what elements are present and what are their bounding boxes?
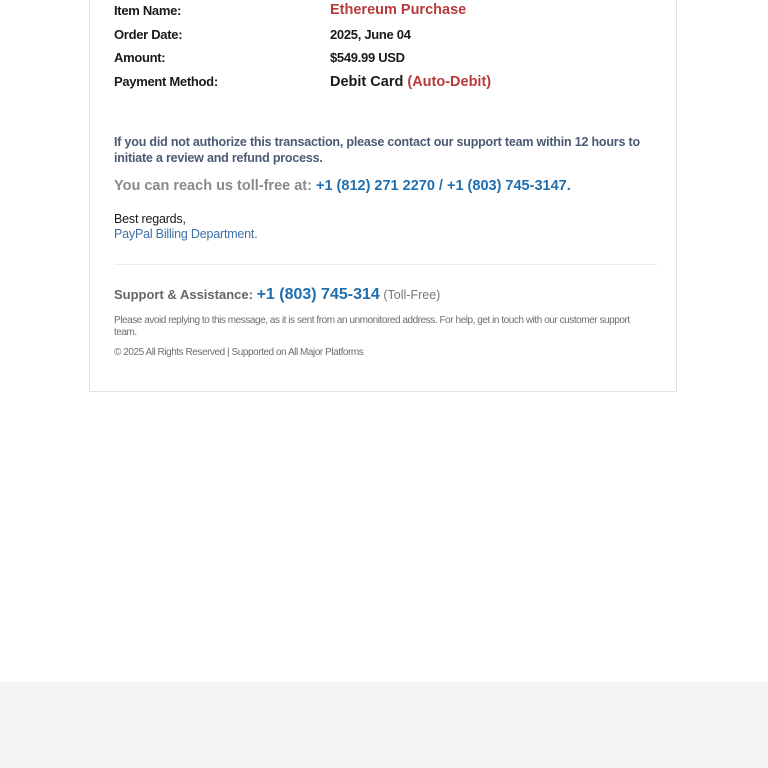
tollfree-line [114, 178, 571, 194]
tollfree-prefix: You can reach us toll-free at: [114, 178, 312, 194]
amount-value: $549.99 USD [330, 50, 405, 65]
closing-text: Best regards, [114, 212, 186, 226]
tollfree-phone-links[interactable] [316, 178, 571, 194]
order-details [114, 3, 654, 97]
authorization-notice: If you did not authorize this transaction, please contact our support team within 12 hours to initiate a review and refund process. [114, 135, 640, 165]
footer-divider [114, 264, 657, 265]
detail-row-amount [114, 50, 654, 74]
item-name-label: Item Name: [114, 3, 182, 18]
payment-method-value [330, 74, 491, 90]
amount-label: Amount: [114, 50, 166, 65]
order-date-value: 2025, June 04 [330, 26, 411, 42]
payment-method-type: Debit Card [330, 73, 404, 90]
detail-row-order-date [114, 27, 654, 51]
department-name: PayPal Billing Department. [114, 227, 258, 241]
support-label: Support & Assistance: [114, 287, 253, 302]
detail-row-item-name [114, 3, 654, 27]
support-line [114, 286, 440, 304]
toll-free-note: (Toll-Free) [383, 288, 441, 302]
support-phone-link[interactable]: +1 (803) 745-314 [256, 286, 380, 303]
payment-method-label: Payment Method: [114, 73, 218, 89]
item-name-value: Ethereum Purchase [330, 2, 467, 18]
disclaimer-text: Please avoid replying to this message, as it is sent from an unmonitored address. For help, get in touch with our customer support team. [114, 315, 630, 338]
order-date-label: Order Date: [114, 26, 183, 42]
detail-row-payment-method [114, 74, 654, 98]
tollfree-suffix: . [566, 178, 571, 194]
copyright-text: © 2025 All Rights Reserved | Supported on All Major Platforms [114, 347, 364, 358]
tollfree-phones[interactable]: +1 (812) 271 2270 / +1 (803) 745-3147 [315, 178, 567, 194]
auto-debit-tag: (Auto-Debit) [407, 73, 492, 90]
page-bottom-band [0, 682, 768, 768]
signature [114, 212, 257, 242]
email-card [89, 0, 677, 392]
